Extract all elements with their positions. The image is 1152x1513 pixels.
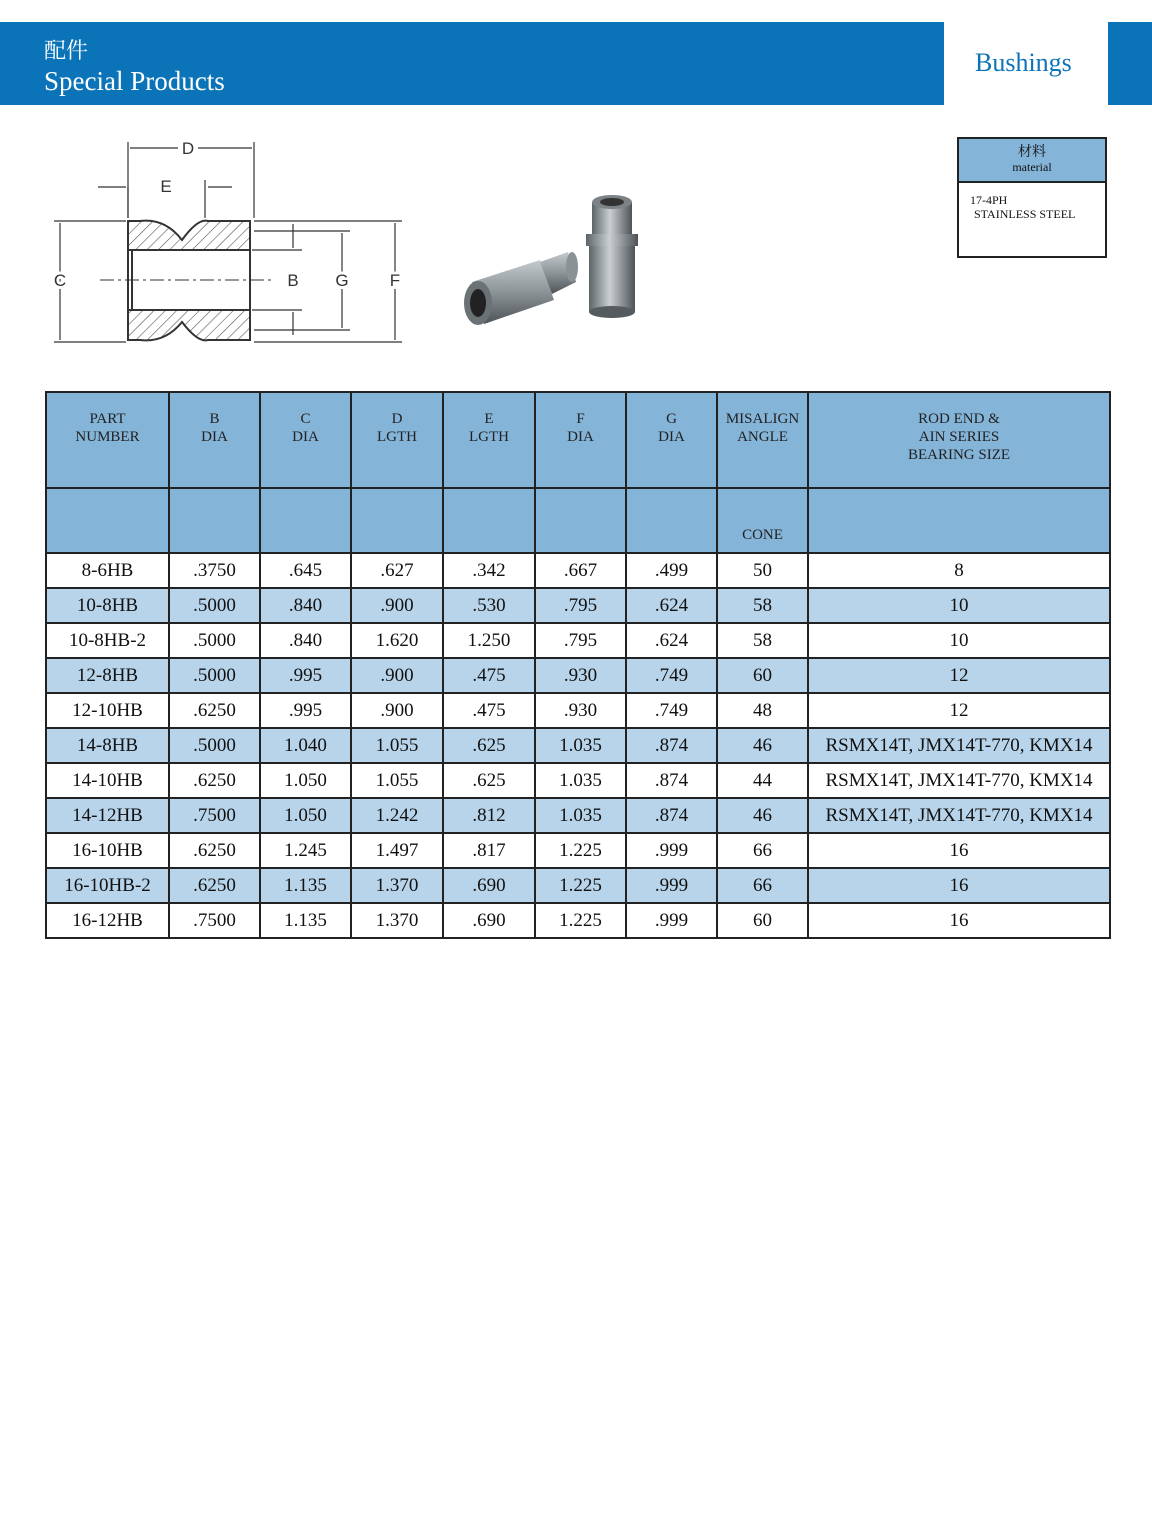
cell-b-dia: .5000: [169, 658, 260, 693]
header-title-en: Special Products: [44, 66, 225, 96]
cell-b-dia: .5000: [169, 728, 260, 763]
material-value: [959, 183, 1105, 221]
cell-part-number: 12-8HB: [46, 658, 169, 693]
cell-misalign-angle: 58: [717, 588, 808, 623]
cell-f-dia: 1.225: [535, 833, 626, 868]
cell-g-dia: .874: [626, 763, 717, 798]
cell-misalign-angle: 46: [717, 798, 808, 833]
cell-rod-end-size: 12: [808, 693, 1110, 728]
cell-f-dia: 1.035: [535, 728, 626, 763]
table-row: [46, 588, 1110, 623]
cell-b-dia: .7500: [169, 798, 260, 833]
cell-c-dia: 1.050: [260, 798, 351, 833]
cell-part-number: 16-12HB: [46, 903, 169, 938]
cell-d-lgth: 1.620: [351, 623, 443, 658]
bushing-horizontal: [464, 252, 578, 325]
cell-f-dia: .795: [535, 588, 626, 623]
table-row: [46, 833, 1110, 868]
table-row: [46, 623, 1110, 658]
bushing-vertical: [586, 195, 638, 318]
cell-e-lgth: .625: [443, 763, 535, 798]
cell-misalign-angle: 66: [717, 868, 808, 903]
cell-b-dia: .5000: [169, 623, 260, 658]
cell-b-dia: .6250: [169, 833, 260, 868]
dim-label-d: D: [181, 139, 195, 158]
dim-label-g: G: [335, 271, 349, 290]
col-header-part-number: PART NUMBER: [46, 392, 169, 488]
cell-e-lgth: 1.250: [443, 623, 535, 658]
cell-g-dia: .874: [626, 798, 717, 833]
material-label-en: material: [1012, 160, 1052, 174]
cell-f-dia: .795: [535, 623, 626, 658]
cell-d-lgth: 1.370: [351, 868, 443, 903]
cell-e-lgth: .342: [443, 553, 535, 588]
cell-e-lgth: .690: [443, 868, 535, 903]
table-row: [46, 728, 1110, 763]
dim-label-f: F: [389, 271, 401, 290]
table-row: [46, 868, 1110, 903]
cell-rod-end-size: 10: [808, 623, 1110, 658]
cell-misalign-angle: 66: [717, 833, 808, 868]
cell-misalign-angle: 46: [717, 728, 808, 763]
cell-b-dia: .6250: [169, 693, 260, 728]
section-tab-label: Bushings: [975, 48, 1072, 77]
header-title-cn: 配件: [44, 39, 89, 64]
cell-e-lgth: .475: [443, 658, 535, 693]
cell-misalign-angle: 60: [717, 658, 808, 693]
material-value-line2: STAINLESS STEEL: [974, 207, 1076, 221]
cell-b-dia: .7500: [169, 903, 260, 938]
cell-g-dia: .749: [626, 658, 717, 693]
table-row: [46, 658, 1110, 693]
cell-g-dia: .874: [626, 728, 717, 763]
cell-c-dia: .995: [260, 658, 351, 693]
cell-f-dia: .930: [535, 693, 626, 728]
cell-c-dia: 1.245: [260, 833, 351, 868]
table-header-row: [46, 392, 1110, 488]
cell-part-number: 10-8HB-2: [46, 623, 169, 658]
cell-part-number: 10-8HB: [46, 588, 169, 623]
cell-d-lgth: 1.242: [351, 798, 443, 833]
cell-e-lgth: .812: [443, 798, 535, 833]
col-header-rod-end: ROD END & AIN SERIES BEARING SIZE: [808, 392, 1110, 488]
cell-f-dia: 1.035: [535, 763, 626, 798]
cell-part-number: 16-10HB: [46, 833, 169, 868]
cell-rod-end-size: 10: [808, 588, 1110, 623]
cell-rod-end-size: RSMX14T, JMX14T-770, KMX14: [808, 728, 1110, 763]
table-row: [46, 798, 1110, 833]
cell-rod-end-size: RSMX14T, JMX14T-770, KMX14: [808, 798, 1110, 833]
bushing-dimension-diagram: [40, 130, 420, 360]
cell-part-number: 14-8HB: [46, 728, 169, 763]
cell-c-dia: .995: [260, 693, 351, 728]
bushing-product-photo: [458, 190, 648, 340]
col-header-g-dia: G DIA: [626, 392, 717, 488]
cell-f-dia: 1.225: [535, 868, 626, 903]
col-header-c-dia: C DIA: [260, 392, 351, 488]
cell-d-lgth: .900: [351, 693, 443, 728]
cell-rod-end-size: 16: [808, 903, 1110, 938]
cell-c-dia: .645: [260, 553, 351, 588]
cell-b-dia: .6250: [169, 763, 260, 798]
header-banner: [0, 22, 944, 105]
table-row: [46, 553, 1110, 588]
cell-d-lgth: .627: [351, 553, 443, 588]
material-box: [957, 137, 1107, 258]
cell-e-lgth: .690: [443, 903, 535, 938]
cell-c-dia: .840: [260, 588, 351, 623]
cell-c-dia: 1.135: [260, 903, 351, 938]
cell-g-dia: .999: [626, 903, 717, 938]
table-row: [46, 903, 1110, 938]
cell-misalign-angle: 60: [717, 903, 808, 938]
cell-f-dia: .667: [535, 553, 626, 588]
cell-c-dia: .840: [260, 623, 351, 658]
cell-misalign-angle: 58: [717, 623, 808, 658]
cell-c-dia: 1.135: [260, 868, 351, 903]
col-header-b-dia: B DIA: [169, 392, 260, 488]
cell-c-dia: 1.040: [260, 728, 351, 763]
col-header-misalign-angle: MISALIGN ANGLE: [717, 392, 808, 488]
cell-d-lgth: 1.055: [351, 728, 443, 763]
cell-e-lgth: .530: [443, 588, 535, 623]
cell-part-number: 12-10HB: [46, 693, 169, 728]
cell-g-dia: .624: [626, 623, 717, 658]
cell-rod-end-size: 8: [808, 553, 1110, 588]
cell-d-lgth: .900: [351, 588, 443, 623]
cell-f-dia: 1.225: [535, 903, 626, 938]
cell-g-dia: .499: [626, 553, 717, 588]
cell-g-dia: .749: [626, 693, 717, 728]
cell-b-dia: .3750: [169, 553, 260, 588]
cell-e-lgth: .625: [443, 728, 535, 763]
cell-misalign-angle: 44: [717, 763, 808, 798]
cell-g-dia: .999: [626, 833, 717, 868]
dim-label-b: B: [287, 271, 299, 290]
cell-d-lgth: 1.370: [351, 903, 443, 938]
cell-e-lgth: .817: [443, 833, 535, 868]
table-subheader-row: [46, 488, 1110, 553]
bushing-spec-table: [45, 391, 1111, 939]
cell-d-lgth: .900: [351, 658, 443, 693]
table-row: [46, 763, 1110, 798]
cell-part-number: 14-10HB: [46, 763, 169, 798]
cell-c-dia: 1.050: [260, 763, 351, 798]
cell-misalign-angle: 50: [717, 553, 808, 588]
cell-f-dia: .930: [535, 658, 626, 693]
dim-label-e: E: [160, 177, 172, 196]
subheader-cone: CONE: [717, 488, 808, 553]
cell-f-dia: 1.035: [535, 798, 626, 833]
cell-rod-end-size: 16: [808, 868, 1110, 903]
cell-misalign-angle: 48: [717, 693, 808, 728]
cell-part-number: 14-12HB: [46, 798, 169, 833]
cell-part-number: 8-6HB: [46, 553, 169, 588]
material-label-cn: 材料: [1018, 144, 1046, 160]
table-row: [46, 693, 1110, 728]
cell-e-lgth: .475: [443, 693, 535, 728]
cell-rod-end-size: RSMX14T, JMX14T-770, KMX14: [808, 763, 1110, 798]
dim-label-c: C: [53, 271, 67, 290]
cell-g-dia: .624: [626, 588, 717, 623]
section-tab-bar: [1108, 22, 1152, 105]
cell-b-dia: .6250: [169, 868, 260, 903]
col-header-f-dia: F DIA: [535, 392, 626, 488]
cell-d-lgth: 1.055: [351, 763, 443, 798]
col-header-e-lgth: E LGTH: [443, 392, 535, 488]
material-value-line1: 17-4PH: [970, 193, 1008, 207]
cell-rod-end-size: 16: [808, 833, 1110, 868]
cell-b-dia: .5000: [169, 588, 260, 623]
bushing-profile: [128, 221, 250, 341]
cell-rod-end-size: 12: [808, 658, 1110, 693]
cell-d-lgth: 1.497: [351, 833, 443, 868]
cell-part-number: 16-10HB-2: [46, 868, 169, 903]
cell-g-dia: .999: [626, 868, 717, 903]
col-header-d-lgth: D LGTH: [351, 392, 443, 488]
material-header: [959, 139, 1105, 183]
